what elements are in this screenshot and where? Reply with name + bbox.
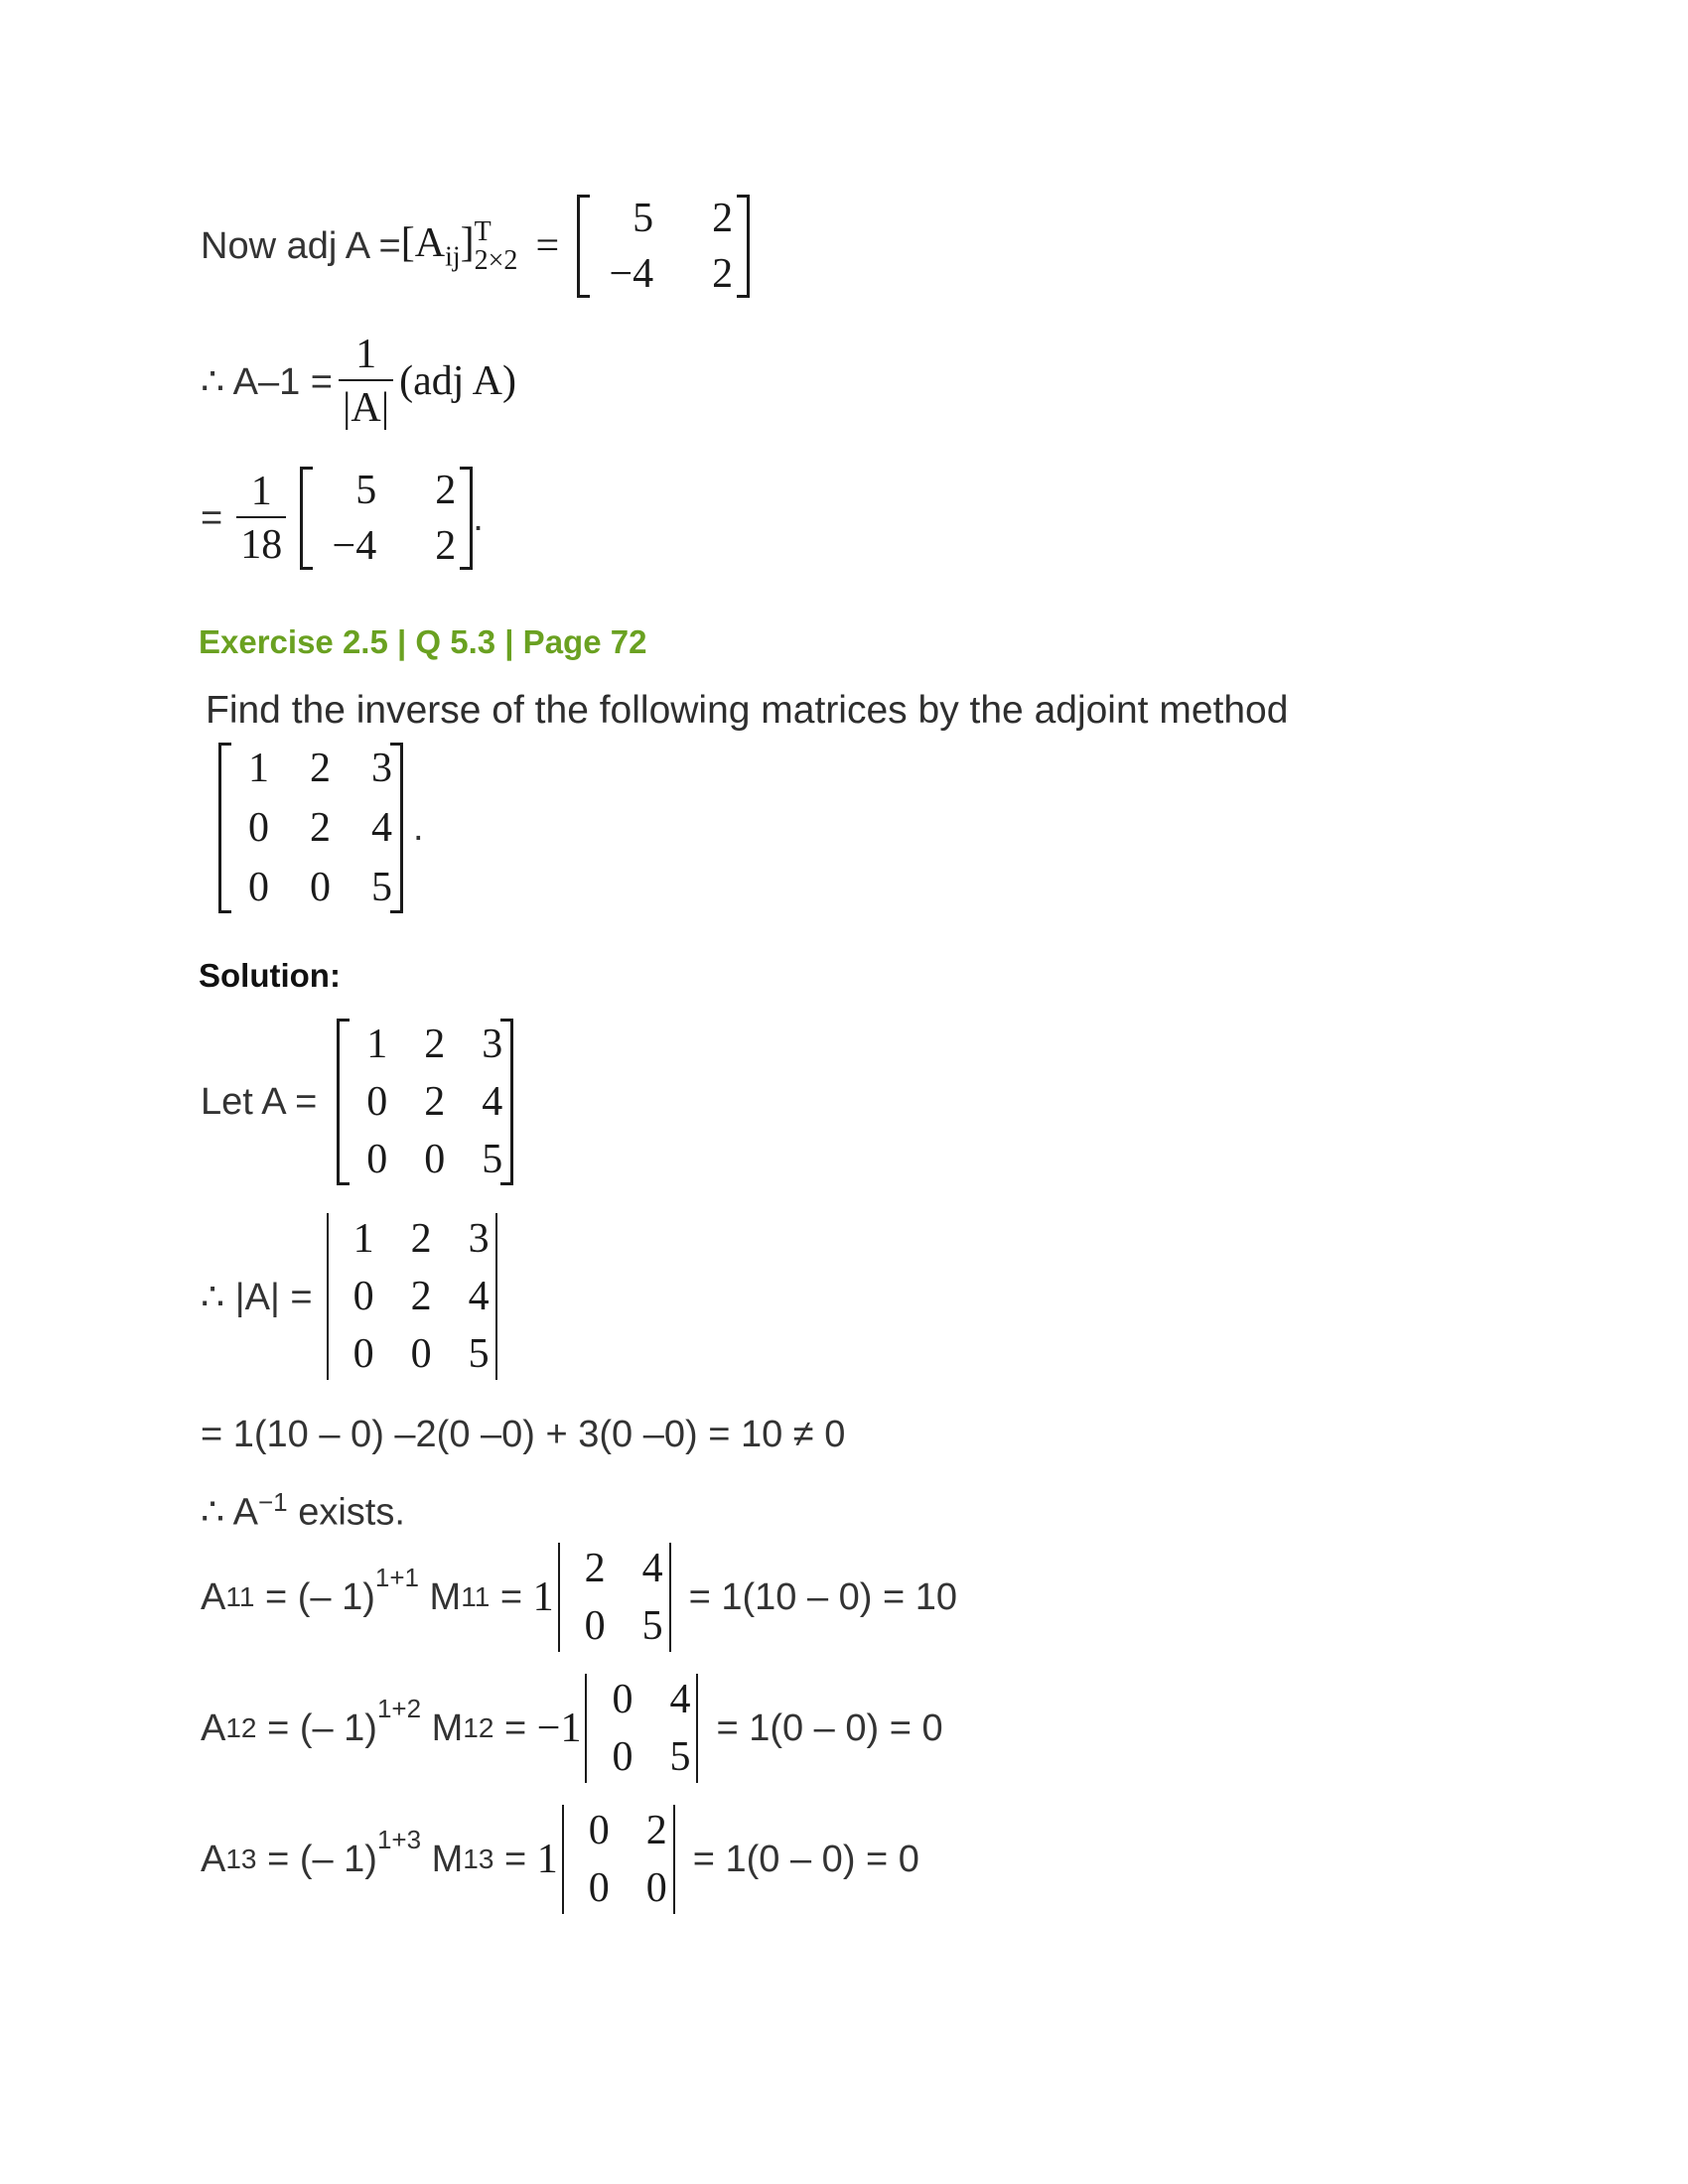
matrix-cell: 0 xyxy=(612,1677,633,1722)
cofactor-a11 xyxy=(201,1543,957,1652)
matrix-cell: 1 xyxy=(248,746,269,791)
equals: = xyxy=(493,1706,537,1749)
fraction-numerator: 1 xyxy=(355,332,377,377)
matrix-cell: 0 xyxy=(352,1331,374,1377)
cofactor-sign: = (– 1) xyxy=(254,1575,375,1618)
cofactor-symbol: A xyxy=(201,1838,226,1880)
fraction-numerator: 1 xyxy=(250,469,272,514)
minor-matrix xyxy=(558,1543,671,1652)
matrix-cell: 0 xyxy=(424,1137,446,1182)
cofactor-sign: = (– 1) xyxy=(256,1838,377,1880)
cofactor-coef: 1 xyxy=(536,1837,558,1882)
minor-sub: 11 xyxy=(461,1581,491,1612)
fraction-denominator: 18 xyxy=(236,516,286,566)
matrix-cell: 5 xyxy=(355,468,377,513)
matrix-cell: 0 xyxy=(645,1865,667,1911)
adj-lhs-close: ] xyxy=(460,219,475,266)
question-matrix xyxy=(218,743,403,913)
adj-lhs-sub: ij xyxy=(445,241,461,273)
matrix-cell: 5 xyxy=(468,1331,490,1377)
determinant-line xyxy=(201,1213,497,1380)
matrix-cell: 2 xyxy=(424,1079,446,1125)
matrix-cell: 5 xyxy=(633,196,654,241)
matrix-cell: 0 xyxy=(410,1331,432,1377)
cofactor-result: = 1(0 – 0) = 0 xyxy=(692,1838,919,1880)
matrix-cell: 1 xyxy=(352,1216,374,1262)
cofactor-symbol: A xyxy=(201,1575,226,1618)
adj-line xyxy=(201,195,750,298)
matrix-cell: 2 xyxy=(645,1808,667,1853)
matrix-cell: 2 xyxy=(435,468,457,513)
matrix-cell: 4 xyxy=(468,1274,490,1319)
minor-symbol: M xyxy=(419,1575,462,1618)
equals: = xyxy=(493,1838,537,1880)
matrix-cell: 2 xyxy=(310,746,331,791)
matrix-cell: 3 xyxy=(468,1216,490,1262)
minor-symbol: M xyxy=(421,1706,464,1749)
cofactor-exp: 1+3 xyxy=(376,1825,422,1854)
inverse-result xyxy=(201,467,484,570)
cofactor-symbol: A xyxy=(201,1706,226,1749)
result-matrix xyxy=(300,467,473,570)
matrix-cell: 4 xyxy=(641,1546,663,1591)
cofactor-exp: 1+1 xyxy=(374,1563,419,1592)
matrix-cell: 0 xyxy=(248,805,269,851)
cofactor-result: = 1(0 – 0) = 0 xyxy=(716,1706,943,1749)
let-prefix: Let A = xyxy=(201,1080,318,1123)
cofactor-a12 xyxy=(201,1674,943,1783)
matrix-cell: 5 xyxy=(669,1734,691,1780)
matrix-cell: 2 xyxy=(410,1216,432,1262)
matrix-cell: 0 xyxy=(588,1808,610,1853)
matrix-cell: 2 xyxy=(712,196,734,241)
matrix-cell: 0 xyxy=(248,865,269,910)
inverse-formula xyxy=(201,334,516,429)
exists-sup: −1 xyxy=(257,1487,288,1517)
matrix-cell: 0 xyxy=(352,1274,374,1319)
question-matrix-row xyxy=(218,743,424,913)
cofactor-coef: 1 xyxy=(532,1574,554,1620)
matrix-cell: 5 xyxy=(482,1137,503,1182)
cofactor-sub: 13 xyxy=(225,1843,257,1874)
question-text: Find the inverse of the following matrices by the adjoint method xyxy=(206,689,1289,732)
let-a-line xyxy=(201,1019,513,1185)
result-period: . xyxy=(473,496,484,539)
minor-symbol: M xyxy=(421,1838,464,1880)
let-matrix xyxy=(337,1019,513,1185)
det-prefix: ∴ |A| = xyxy=(201,1276,313,1318)
matrix-cell: 2 xyxy=(584,1546,606,1591)
adj-a-term: (adj A) xyxy=(399,358,516,404)
det-matrix xyxy=(327,1213,497,1380)
fraction xyxy=(236,471,286,566)
matrix-cell: 2 xyxy=(712,251,734,297)
minor-sub: 12 xyxy=(463,1712,494,1743)
adj-lhs xyxy=(401,217,518,276)
adj-lhs-sup: T xyxy=(474,215,492,247)
matrix-cell: 0 xyxy=(366,1137,388,1182)
exists-suffix: exists. xyxy=(287,1491,405,1534)
matrix-cell: 0 xyxy=(612,1734,633,1780)
inverse-exists xyxy=(201,1487,405,1535)
matrix-cell: 5 xyxy=(641,1603,663,1649)
cofactor-sub: 12 xyxy=(225,1712,257,1743)
matrix-cell: 1 xyxy=(366,1022,388,1067)
equals: = xyxy=(490,1575,533,1618)
cofactor-coef: −1 xyxy=(536,1706,582,1751)
adj-matrix xyxy=(577,195,750,298)
matrix-cell: 2 xyxy=(435,523,457,569)
matrix-cell: 2 xyxy=(410,1274,432,1319)
adj-lhs-sub2: 2×2 xyxy=(474,245,518,276)
question-period: . xyxy=(413,806,424,849)
minor-matrix xyxy=(562,1805,675,1914)
adj-prefix: Now adj A = xyxy=(201,224,401,267)
matrix-cell: 2 xyxy=(424,1022,446,1067)
matrix-cell: 4 xyxy=(669,1677,691,1722)
cofactor-result: = 1(10 – 0) = 10 xyxy=(688,1575,958,1618)
inverse-prefix: ∴ A–1 = xyxy=(201,360,333,403)
exercise-heading[interactable]: Exercise 2.5 | Q 5.3 | Page 72 xyxy=(199,623,647,660)
matrix-cell: 2 xyxy=(310,805,331,851)
cofactor-sub: 11 xyxy=(225,1581,255,1612)
cofactor-sign: = (– 1) xyxy=(256,1706,377,1749)
matrix-cell: −4 xyxy=(609,251,654,297)
det-expansion: = 1(10 – 0) –2(0 –0) + 3(0 –0) = 10 ≠ 0 xyxy=(201,1414,846,1455)
result-prefix: = xyxy=(201,496,223,539)
minor-sub: 13 xyxy=(463,1843,494,1874)
matrix-cell: 0 xyxy=(584,1603,606,1649)
matrix-cell: 0 xyxy=(310,865,331,910)
cofactor-exp: 1+2 xyxy=(376,1694,422,1723)
cofactor-a13 xyxy=(201,1805,919,1914)
adj-lhs-open: [A xyxy=(400,219,446,266)
matrix-cell: 0 xyxy=(588,1865,610,1911)
fraction xyxy=(339,334,393,429)
matrix-cell: 0 xyxy=(366,1079,388,1125)
fraction-denominator: |A| xyxy=(339,379,393,429)
matrix-cell: 5 xyxy=(371,865,392,910)
minor-matrix xyxy=(585,1674,698,1783)
adj-eq: = xyxy=(535,223,560,269)
exists-prefix: ∴ A xyxy=(201,1491,258,1534)
matrix-cell: 4 xyxy=(371,805,392,851)
matrix-cell: −4 xyxy=(332,523,377,569)
matrix-cell: 4 xyxy=(482,1079,503,1125)
matrix-cell: 3 xyxy=(482,1022,503,1067)
solution-label: Solution: xyxy=(199,957,341,994)
matrix-cell: 3 xyxy=(371,746,392,791)
